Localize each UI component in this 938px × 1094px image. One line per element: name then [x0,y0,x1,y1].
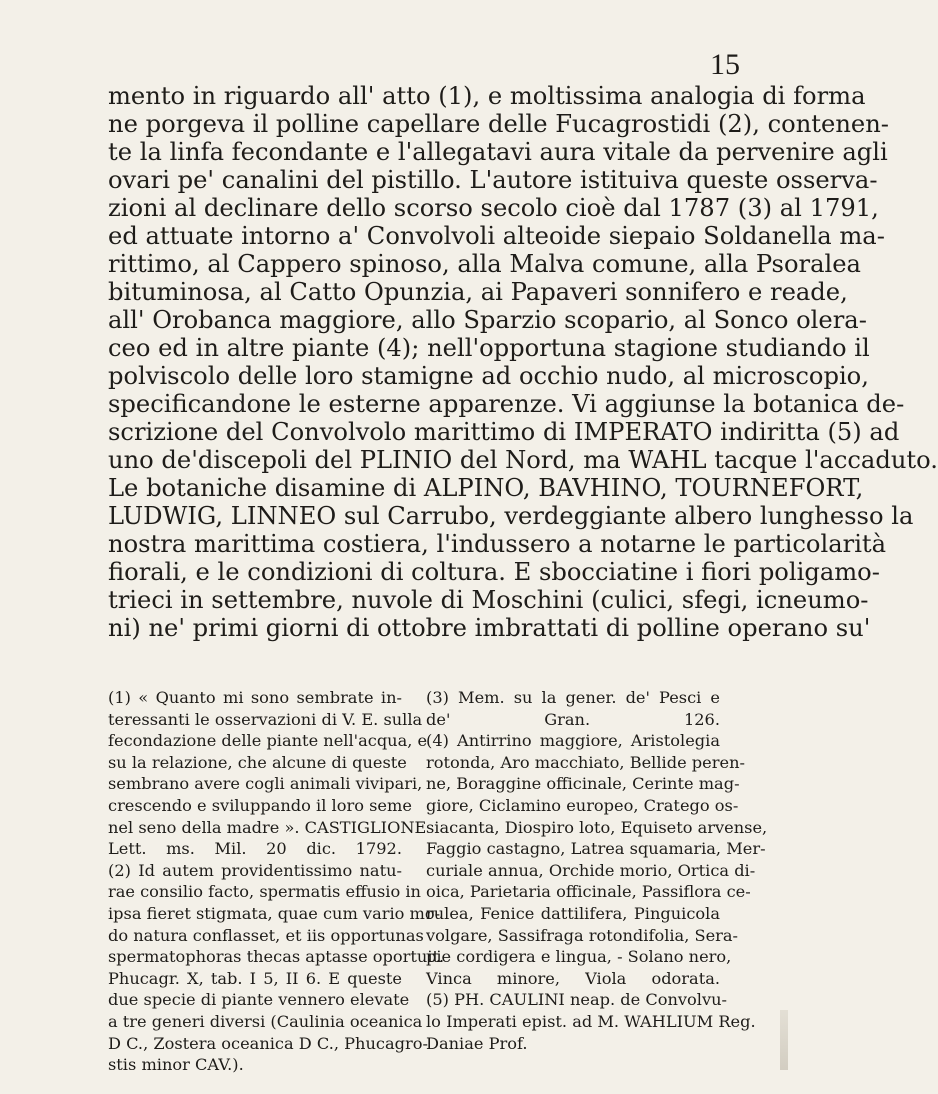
footnote-line: lo Imperati epist. ad M. WAHLIUM Reg. [426,1011,756,1031]
footnote-line: Vinca minore, Viola odorata. [426,968,720,988]
footnote-line: (2) Id autem providentissimo natu- [108,860,402,880]
text-line: uno de'discepoli del PLINIO del Nord, ma WAHL tacque l'accaduto. [108,446,938,474]
footnote-line: volgare, Sassifraga rotondifolia, Sera- [426,925,739,945]
footnote-line: su la relazione, che alcune di queste [108,752,407,772]
footnote-line: ne, Boraggine officinale, Cerinte mag- [426,774,740,794]
page-number: 15 [710,48,740,81]
text-line: Le botaniche disamine di ALPINO, BAVHINO, TOURNEFORT, [108,474,864,502]
footnote-line: spermatophoras thecas aptasse oportuit. [108,947,445,967]
footnotes [108,687,768,1076]
footnote-line: giore, Ciclamino europeo, Cratego os- [426,795,739,815]
footnote-line: due specie di piante vennero elevate [108,990,410,1010]
text-line: specificandone le esterne apparenze. Vi aggiunse la botanica de- [108,390,905,418]
footnote-line: Lett. ms. Mil. 20 dic. 1792. [108,839,402,859]
text-line: trieci in settembre, nuvole di Moschini (culici, sfegi, icneumo- [108,586,869,614]
footnote-line: (3) Mem. su la gener. de' Pesci e [426,688,720,707]
footnote-line: siacanta, Diospiro loto, Equiseto arvense, [426,817,768,837]
text-line: ovari pe' canalini del pistillo. L'autore istituiva queste osserva- [108,166,878,194]
footnote-line: rotonda, Aro macchiato, Bellide peren- [426,752,745,772]
footnote-line: sembrano avere cogli animali vivipari, [108,774,423,794]
footnote-line: do natura conflasset, et iis opportunas [108,925,424,945]
text-line: te la linfa fecondante e l'allegatavi aura vitale da pervenire agli [108,138,888,166]
text-line: bituminosa, al Catto Opunzia, ai Papaveri sonnifero e reade, [108,278,848,306]
footnote-line: nel seno della madre ». CASTIGLIONE [108,817,427,837]
text-line: all' Orobanca maggiore, allo Sparzio scopario, al Sonco olera- [108,306,867,334]
footnote-line: ipsa fieret stigmata, quae cum vario mo- [108,903,441,923]
footnote-line: oica, Parietaria officinale, Passiflora ce- [426,882,751,902]
footnote-line: rulea, Fenice dattilifera, Pinguicola [426,903,720,923]
footnote-line: D C., Zostera oceanica D C., Phucagro- [108,1033,428,1053]
text-line: LUDWIG, LINNEO sul Carrubo, verdeggiante albero lunghesso la [108,502,914,530]
footnotes-right-column [426,687,768,1076]
footnote-line: pie cordigera e lingua, - Solano nero, [426,947,732,967]
text-line: ne porgeva il polline capellare delle Fucagrostidi (2), contenen- [108,110,889,138]
footnote-line: Daniae Prof. [426,1033,528,1053]
footnote-line: crescendo e sviluppando il loro seme [108,795,412,815]
text-line: zioni al declinare dello scorso secolo cioè dal 1787 (3) al 1791, [108,194,879,222]
text-line: ed attuate intorno a' Convolvoli alteoide siepaio Soldanella ma- [108,222,885,250]
text-line: mento in riguardo all' atto (1), e moltissima analogia di forma [108,82,866,110]
footnote-line: Faggio castagno, Latrea squamaria, Mer- [426,839,766,859]
footnote-line: stis minor CAV.). [108,1055,244,1075]
footnote-line: (5) PH. CAULINI neap. de Convolvu- [426,990,728,1010]
footnote-line: (4) Antirrino maggiore, Aristolegia [426,731,720,751]
footnote-line: a tre generi diversi (Caulinia oceanica [108,1011,423,1031]
page-edge-mark [780,1010,788,1070]
footnote-line: curiale annua, Orchide morio, Ortica di- [426,860,756,880]
text-line: polviscolo delle loro stamigne ad occhio nudo, al microscopio, [108,362,869,390]
footnote-line: teressanti le osservazioni di V. E. sulla [108,709,423,729]
footnote-line: rae consilio facto, spermatis effusio in [108,882,421,902]
text-line: fiorali, e le condizioni di coltura. E sbocciatine i fiori poligamo- [108,558,880,586]
text-line: ceo ed in altre piante (4); nell'opportuna stagione studiando il [108,334,870,362]
text-line: scrizione del Convolvolo marittimo di IMPERATO indiritta (5) ad [108,418,900,446]
footnote-line: (1) « Quanto mi sono sembrate in- [108,688,402,707]
footnote-line: Phucagr. X, tab. I 5, II 6. E queste [108,968,402,988]
text-line: ni) ne' primi giorni di ottobre imbrattati di polline operano su' [108,614,871,642]
footnote-line: fecondazione delle piante nell'acqua, e [108,731,428,751]
footnote-line: de' Gran. 126. [426,709,720,729]
footnotes-left-column [108,687,445,1076]
main-text [108,82,938,642]
text-line: nostra marittima costiera, l'indussero a notarne le particolarità [108,530,887,558]
text-line: rittimo, al Cappero spinoso, alla Malva comune, alla Psoralea [108,250,861,278]
